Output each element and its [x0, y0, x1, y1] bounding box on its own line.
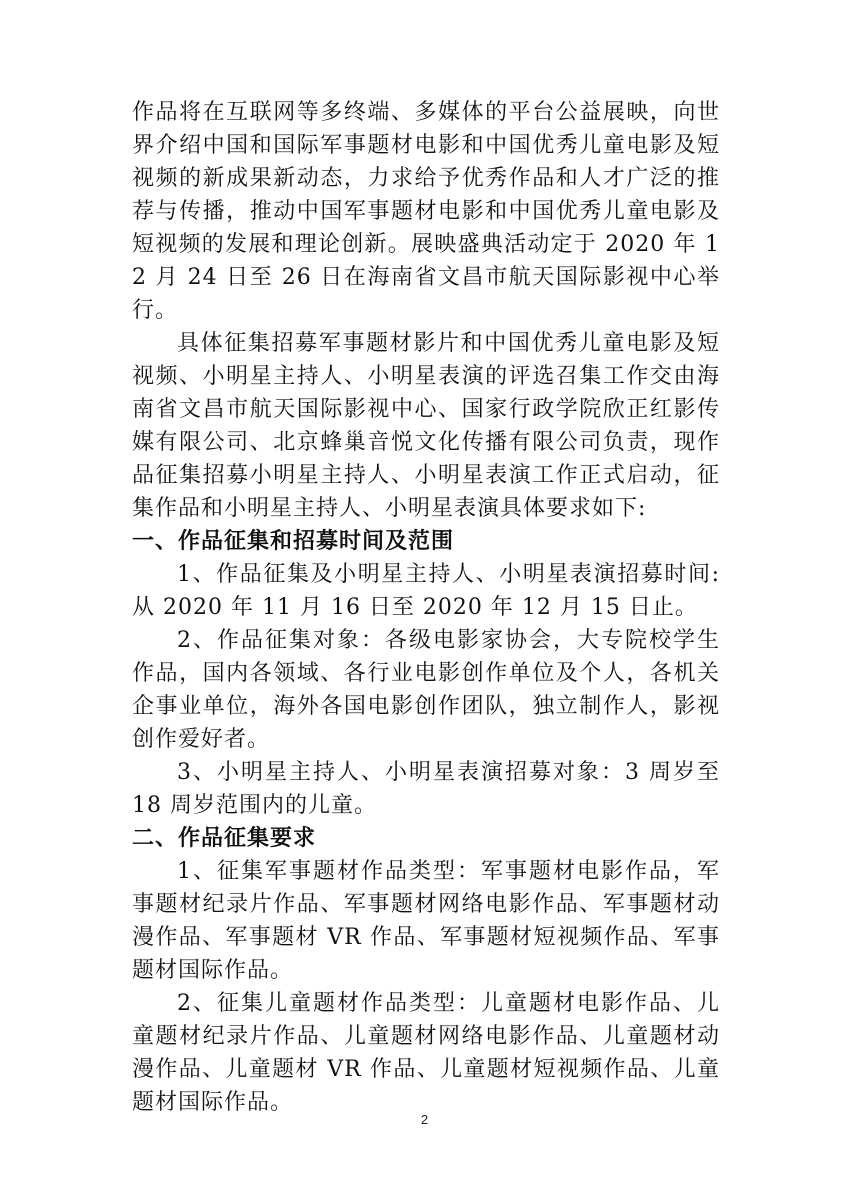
paragraph-screening-intro: 作品将在互联网等多终端、多媒体的平台公益展映，向世界介绍中国和国际军事题材电影和中国优秀儿童电影及短视频的新成果新动态，力求给予优秀作品和人才广泛的推荐与传播，推动中国军事题材电影和中国优秀儿童电影及短视频的发展和理论创新。展映盛典活动定于 2020 年 12 月 24 日至 26 日在海南省文昌市航天国际影视中心举行。 [132, 100, 720, 323]
section-heading-requirements: 二、作品征集要求 [132, 826, 317, 851]
paragraph-recruit-targets: 3、小明星主持人、小明星表演招募对象：3 周岁至 18 周岁范围内的儿童。 [132, 760, 720, 818]
paragraph-children-types: 2、征集儿童题材作品类型：儿童题材电影作品、儿童题材纪录片作品、儿童题材网络电影作品、儿童题材动漫作品、儿童题材 VR 作品、儿童题材短视频作品、儿童题材国际作品。 [132, 991, 720, 1115]
section-heading-time-scope: 一、作品征集和招募时间及范围 [132, 529, 455, 554]
paragraph-military-types: 1、征集军事题材作品类型：军事题材电影作品，军事题材纪录片作品、军事题材网络电影作品、军事题材动漫作品、军事题材 VR 作品、军事题材短视频作品、军事题材国际作品。 [132, 859, 720, 983]
document-body [132, 96, 720, 1119]
paragraph-collection-time: 1、作品征集及小明星主持人、小明星表演招募时间:从 2020 年 11 月 16 日至 2020 年 12 月 15 日止。 [132, 562, 720, 620]
page-number: 2 [420, 1112, 429, 1127]
paragraph-organizers: 具体征集招募军事题材影片和中国优秀儿童电影及短视频、小明星主持人、小明星表演的评选召集工作交由海南省文昌市航天国际影视中心、国家行政学院欣正红影传媒有限公司、北京蜂巢音悦文化传播有限公司负责，现作品征集招募小明星主持人、小明星表演工作正式启动，征集作品和小明星主持人、小明星表演具体要求如下: [132, 331, 720, 521]
paragraph-collection-targets: 2、作品征集对象：各级电影家协会，大专院校学生作品，国内各领域、各行业电影创作单位及个人，各机关企事业单位，海外各国电影创作团队，独立制作人，影视创作爱好者。 [132, 628, 720, 752]
